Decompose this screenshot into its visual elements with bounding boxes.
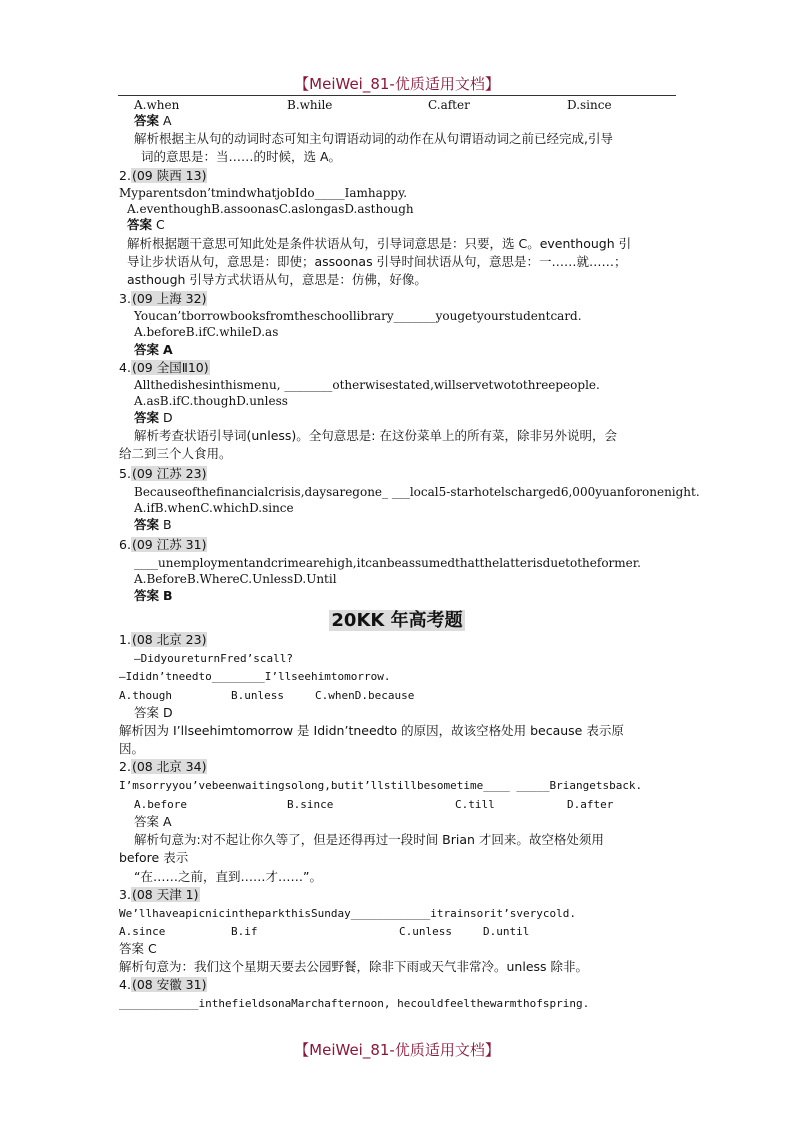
answer-value: C [148,941,157,956]
answer-label: 答案 [134,588,160,603]
answer-label: 答案 [134,410,160,425]
page-header: 【MeiWei_81-优质适用文档】 [294,75,500,93]
section-question-1-line2: —Ididn’tneedto________I’llseehimtomorrow. [119,670,391,683]
section-question-2-heading [119,759,207,775]
section-question-2-answer [134,814,172,830]
answer-value: C [156,217,165,232]
question-2-explanation-end: asthough 引导方式状语从句，意思是：仿佛，好像。 [127,272,427,287]
question-2-answer [127,217,165,233]
answer-label: 答案 [119,941,145,956]
option-c: C.whenD.because [315,689,415,702]
section-question-3-answer [119,941,157,957]
question-1-explanation-cont: 词的意思是：当……的时候，选 A。 [141,149,342,164]
option-b: B.while [287,98,333,112]
question-1-explanation: 解析根据主从句的动词时态可知主句谓语动词的动作在从句谓语动词之前已经完成,引导 [134,131,613,146]
option-d: D.until [483,925,530,938]
section-question-1-explanation: 解析因为 I’llseehimtomorrow 是 Ididn’tneedto 的原因，故该空格处用 because 表示原 [119,723,624,738]
answer-label: 答案 [134,113,160,128]
section-question-2-explanation-end: “在……之前，直到……才……”。 [134,869,322,884]
option-c: C.unless [399,925,452,938]
section-question-3-explanation: 解析句意为：我们这个星期天要去公园野餐，除非下雨或天气非常冷。unless 除非。 [119,959,589,974]
question-source: (08 北京 23) [131,632,207,647]
question-source: (08 天津 1) [131,887,199,902]
question-5-stem: Becauseofthefinancialcrisis,daysaregone_ ___local5-starhotelscharged6,000yuanforonenight. [134,485,700,499]
question-3-stem: Youcan’tborrowbooksfromtheschoollibrary_______yougetyourstudentcard. [134,309,582,323]
question-2-stem: Myparentsdon’tmindwhatjobIdo_____Iamhappy. [119,186,408,200]
question-1-answer [134,113,172,129]
answer-value: D [163,705,173,720]
question-source: (09 江苏 23) [131,466,207,481]
answer-label: 答案 [134,517,160,532]
question-source: (09 上海 32) [131,291,207,306]
question-5-answer [134,517,172,533]
answer-value: A [163,113,172,128]
section-question-4-heading [119,977,207,993]
answer-label: 答案 [134,814,160,829]
question-2-explanation-cont: 导让步状语从句，意思是：即使；assoonas 引导时间状语从句，意思是：一……就……； [127,254,627,269]
question-2-heading [119,168,207,184]
section-question-1-line1: —DidyoureturnFred’scall? [134,652,293,665]
section-question-2-stem: I’msorryyou’vebeenwaitingsolong,butit’llstillbesometime____ _____Briangetsback. [119,779,643,792]
question-3-heading [119,291,207,307]
section-question-4-stem: ____________inthefieldsonaMarchafternoon, hecouldfeelthewarmthofspring. [119,997,590,1010]
question-6-answer [134,588,173,604]
answer-label: 答案 [134,705,160,720]
header-rule [118,95,676,96]
section-question-1-answer [134,705,173,721]
question-source: (08 安徽 31) [131,977,207,992]
question-4-stem: Allthedishesinthismenu, ________otherwisestated,willservetwotothreepeople. [134,378,600,392]
question-number: 4. [119,360,131,375]
question-5-heading [119,466,207,482]
option-c: C.till [455,798,495,811]
option-a: A.though [119,689,172,702]
question-4-heading [119,360,210,376]
question-number: 3. [119,887,131,902]
section-question-2-explanation: 解析句意为:对不起让你久等了，但是还得再过一段时间 Brian 才回来。故空格处须用 [134,832,604,847]
option-a: A.since [119,925,166,938]
question-number: 2. [119,168,131,183]
question-2-explanation: 解析根据题干意思可知此处是条件状语从句，引导词意思是：只要，选 C。eventhough 引 [127,236,632,251]
section-question-1-explanation-cont: 因。 [119,741,145,756]
section-title [0,606,794,632]
question-number: 5. [119,466,131,481]
question-4-options: A.asB.ifC.thoughD.unless [134,394,288,408]
question-number: 2. [119,759,131,774]
option-b: B.since [287,798,334,811]
question-number: 6. [119,537,131,552]
section-question-1-heading [119,632,207,648]
question-number: 4. [119,977,131,992]
question-6-stem: ____unemploymentandcrimearehigh,itcanbeassumedthatthelatterisduetotheformer. [134,556,641,570]
question-4-answer [134,410,173,426]
answer-label: 答案 [127,217,153,232]
answer-value: B [163,588,173,603]
option-d: D.after [567,798,614,811]
question-5-options: A.ifB.whenC.whichD.since [134,501,294,515]
answer-value: B [163,517,172,532]
question-6-heading [119,537,207,553]
section-title-text: 20KK 年高考题 [331,610,463,631]
option-b: B.if [231,925,258,938]
section-question-3-heading [119,887,200,903]
option-a: A.before [134,798,187,811]
option-d: D.since [567,98,612,112]
question-4-explanation: 解析考查状语引导词(unless)。全句意思是: 在这份菜单上的所有菜，除非另外说明，会 [134,428,617,443]
section-question-2-explanation-cont: before 表示 [119,850,189,865]
section-question-3-stem: We’llhaveapicnicintheparkthisSunday____________itrainsorit’sverycold. [119,907,576,920]
answer-value: A [163,814,172,829]
question-source: (09 全国Ⅱ10) [131,360,209,375]
question-2-options: A.eventhoughB.assoonasC.aslongasD.asthough [127,202,414,216]
question-number: 3. [119,291,131,306]
answer-value: A [163,342,173,357]
answer-label: 答案 [134,342,160,357]
option-b: B.unless [231,689,284,702]
question-3-options: A.beforeB.ifC.whileD.as [134,325,279,339]
option-a: A.when [134,98,180,112]
question-source: (09 江苏 31) [131,537,207,552]
page-footer: 【MeiWei_81-优质适用文档】 [294,1041,500,1059]
question-4-explanation-cont: 给二到三个人食用。 [119,446,232,461]
answer-value: D [163,410,173,425]
question-source: (09 陕西 13) [131,168,207,183]
question-6-options: A.BeforeB.WhereC.UnlessD.Until [134,572,337,586]
question-source: (08 北京 34) [131,759,207,774]
question-3-answer [134,342,173,358]
option-c: C.after [428,98,470,112]
question-number: 1. [119,632,131,647]
